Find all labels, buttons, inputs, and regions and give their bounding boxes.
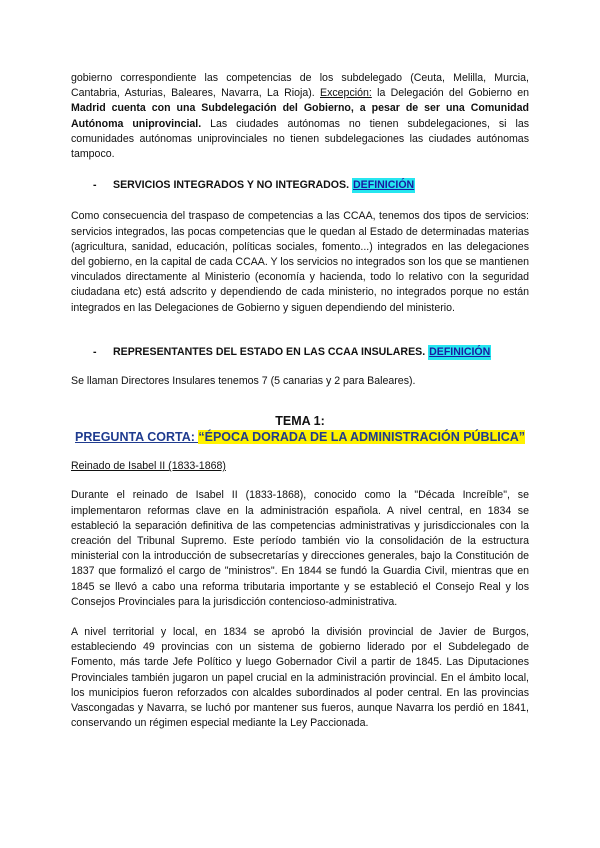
intro-text-3: Las ciudades autónomas no tienen subdelegaciones, si las comunidades autónomas uniprovinciales no tienen subdelegaciones las ciudades autónomas tampoco. <box>71 117 530 161</box>
section1-heading-text: SERVICIOS INTEGRADOS Y NO INTEGRADOS. <box>113 179 350 192</box>
reinado-para-2: A nivel territorial y local, en 1834 se aprobó la división provincial de Javier de Burgos, estableciendo 49 provincias con un sistema de gobierno liderado por el Subdelegado de Fomento, más tarde Jefe Político y luego Gobernador Civil a partir de 1845. Las Diputaciones Provinciales también jugaron un papel crucial en la administración provincial. En el ámbito local, los municipios fueron reforzados con alcaldes subordinados al poder central. En las provincias Vascongadas y Navarra, se luchó por mantener sus fueros, aunque Navarra los perdió en 1841, conservando un régimen especial mediante la Ley Paccionada. <box>71 626 529 730</box>
document-page <box>71 71 529 732</box>
section2-definicion-link[interactable]: DEFINICIÓN <box>428 345 491 360</box>
reinado-para-1: Durante el reinado de Isabel II (1833-1868), conocido como la "Década Increíble", se implementaron reformas clave en la administración española. A nivel central, en 1834 se estableció la separación definitiva de las competencias administrativas y jurisdiccionales con la creación del Tribunal Supremo. Este período también vio la consolidación de la estructura ministerial con la introducción de subsecretarías y direcciones generales, bajo la Constitución de 1837 que formalizó el cargo de "ministros". En 1844 se fundó la Guardia Civil, mientras que en 1845 se llevó a cabo una reforma tributaria importante y se estableció el Consejo Real y los Consejos Provinciales para la jurisdicción contencioso-administrativa. <box>71 489 529 608</box>
intro-paragraph <box>71 71 529 162</box>
section1-dash: - <box>93 179 97 192</box>
excepcion-label: Excepción: <box>320 87 372 100</box>
section2-dash: - <box>93 345 97 358</box>
section2-heading-text: REPRESENTANTES DEL ESTADO EN LAS CCAA INSULARES. <box>113 345 426 358</box>
intro-text-1: gobierno correspondiente las competencias de los subdelegado (Ceuta, Melilla, Murcia, Cantabria, Asturias, Baleares, Navarra, La Rioja). <box>71 72 529 100</box>
pregunta-corta-heading <box>71 429 529 445</box>
section2-body: Se llaman Directores Insulares tenemos 7 (5 canarias y 2 para Baleares). <box>71 375 416 388</box>
pregunta-label: PREGUNTA CORTA: <box>75 430 199 445</box>
reinado-heading: Reinado de Isabel II (1833-1868) <box>71 460 226 473</box>
section1-definicion-link[interactable]: DEFINICIÓN <box>352 178 415 193</box>
intro-bold-text: Madrid cuenta con una Subdelegación del Gobierno, a pesar de ser una Comunidad Autónoma uniprovincial. <box>71 102 529 130</box>
tema-title: TEMA 1: <box>275 414 325 429</box>
section2-heading <box>93 345 529 360</box>
section1-heading <box>93 178 529 193</box>
pregunta-text: “ÉPOCA DORADA DE LA ADMINISTRACIÓN PÚBLICA” <box>198 430 525 445</box>
section1-body: Como consecuencia del traspaso de competencias a las CCAA, tenemos dos tipos de servicios: servicios integrados, las pocas competencias que le quedan al Estado de determinadas materias (agricultura, sanidad, educación, políticas sociales, fomento...) integrados en las delegaciones del gobierno, en la capital de cada CCAA. Y los servicios no integrados son los que se mantienen vinculados directamente al Ministerio (economía y hacienda, todo lo relativo con la seguridad ciudadana etc) está adscrito y dependiendo de cada ministerio, no integrados porque no están integrados en las Delegaciones de Gobierno y siguen dependiendo del ministerio. <box>71 210 529 314</box>
intro-text-2: la Delegación del Gobierno en <box>371 87 530 100</box>
